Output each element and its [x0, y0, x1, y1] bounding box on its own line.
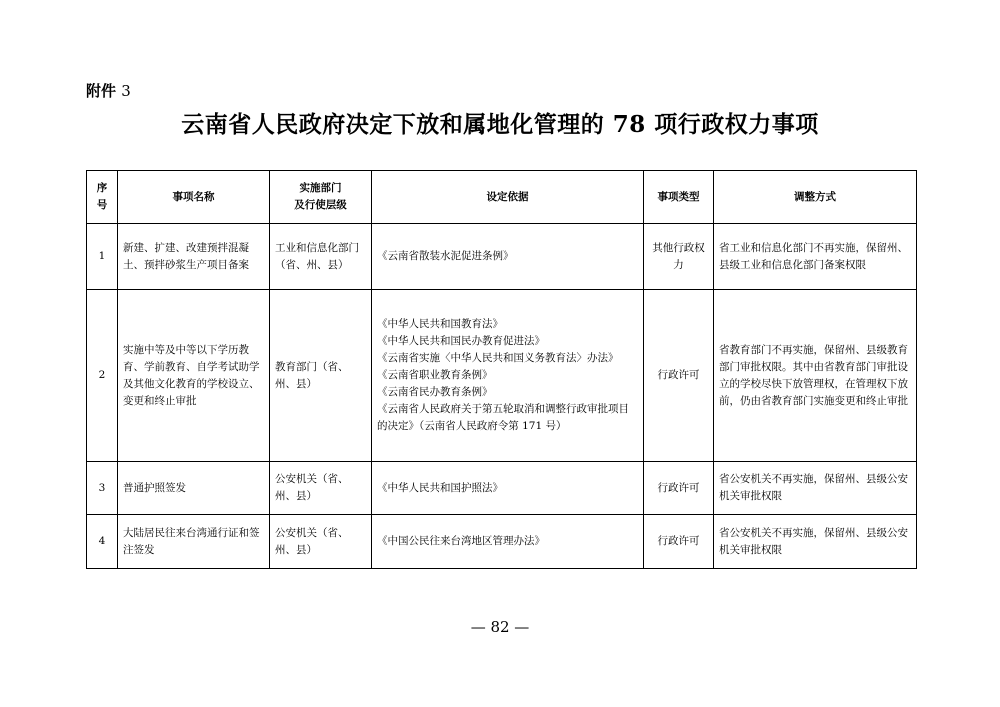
power-items-table — [86, 170, 917, 569]
basis-line: 《中华人民共和国教育法》 — [377, 318, 503, 330]
header-dept: 实施部门 及行使层级 — [270, 171, 372, 224]
row-method: 省教育部门不再实施，保留州、县级教育部门审批权限。其中由省教育部门审批设立的学校尽快下放管理权，在管理权下放前，仍由省教育部门实施变更和终止审批 — [714, 290, 917, 462]
basis-line: 《云南省人民政府关于第五轮取消和调整行政审批项目的决定》（云南省人民政府令第 171 号） — [377, 403, 629, 432]
basis-line: 《中华人民共和国护照法》 — [377, 481, 503, 494]
header-type: 事项类型 — [644, 171, 714, 224]
row-seq: 2 — [87, 290, 118, 462]
document-title: 云南省人民政府决定下放和属地化管理的 78 项行政权力事项 — [181, 111, 819, 138]
row-basis — [372, 290, 644, 462]
table-header-row — [87, 171, 917, 224]
row-name: 实施中等及中等以下学历教育、学前教育、自学考试助学及其他文化教育的学校设立、变更和终止审批 — [118, 290, 270, 462]
header-seq: 序 号 — [87, 171, 118, 224]
header-method: 调整方式 — [714, 171, 917, 224]
row-name: 大陆居民往来台湾通行证和签注签发 — [118, 515, 270, 569]
row-dept: 工业和信息化部门（省、州、县） — [270, 224, 372, 290]
row-type: 行政许可 — [644, 462, 714, 515]
row-dept: 教育部门（省、州、县） — [270, 290, 372, 462]
row-method: 省工业和信息化部门不再实施，保留州、县级工业和信息化部门备案权限 — [714, 224, 917, 290]
row-type: 其他行政权力 — [644, 224, 714, 290]
row-method: 省公安机关不再实施，保留州、县级公安机关审批权限 — [714, 515, 917, 569]
basis-line: 《云南省散装水泥促进条例》 — [377, 250, 514, 262]
page-number: — 82 — — [470, 618, 530, 636]
basis-line: 《中华人民共和国民办教育促进法》 — [377, 335, 545, 347]
table-row — [87, 224, 917, 290]
basis-line: 《中国公民往来台湾地区管理办法》 — [377, 535, 545, 547]
row-dept: 公安机关（省、州、县） — [270, 515, 372, 569]
attachment-number: 3 — [121, 82, 131, 100]
header-name: 事项名称 — [118, 171, 270, 224]
attachment-label — [86, 80, 131, 101]
row-method: 省公安机关不再实施，保留州、县级公安机关审批权限 — [714, 462, 917, 515]
attachment-text: 附件 — [86, 82, 117, 100]
basis-line: 《云南省民办教育条例》 — [377, 386, 493, 398]
basis-line: 《云南省实施〈中华人民共和国义务教育法〉办法》 — [377, 352, 619, 364]
row-type: 行政许可 — [644, 515, 714, 569]
row-seq: 4 — [87, 515, 118, 569]
row-basis — [372, 224, 644, 290]
row-seq: 1 — [87, 224, 118, 290]
row-basis — [372, 462, 644, 515]
row-seq: 3 — [87, 462, 118, 515]
basis-line: 《云南省职业教育条例》 — [377, 369, 493, 381]
row-basis — [372, 515, 644, 569]
table-row — [87, 462, 917, 515]
row-dept: 公安机关（省、州、县） — [270, 462, 372, 515]
header-basis: 设定依据 — [372, 171, 644, 224]
row-name: 新建、扩建、改建预拌混凝土、预拌砂浆生产项目备案 — [118, 224, 270, 290]
row-type: 行政许可 — [644, 290, 714, 462]
row-name: 普通护照签发 — [118, 462, 270, 515]
table-row — [87, 290, 917, 462]
table-row — [87, 515, 917, 569]
